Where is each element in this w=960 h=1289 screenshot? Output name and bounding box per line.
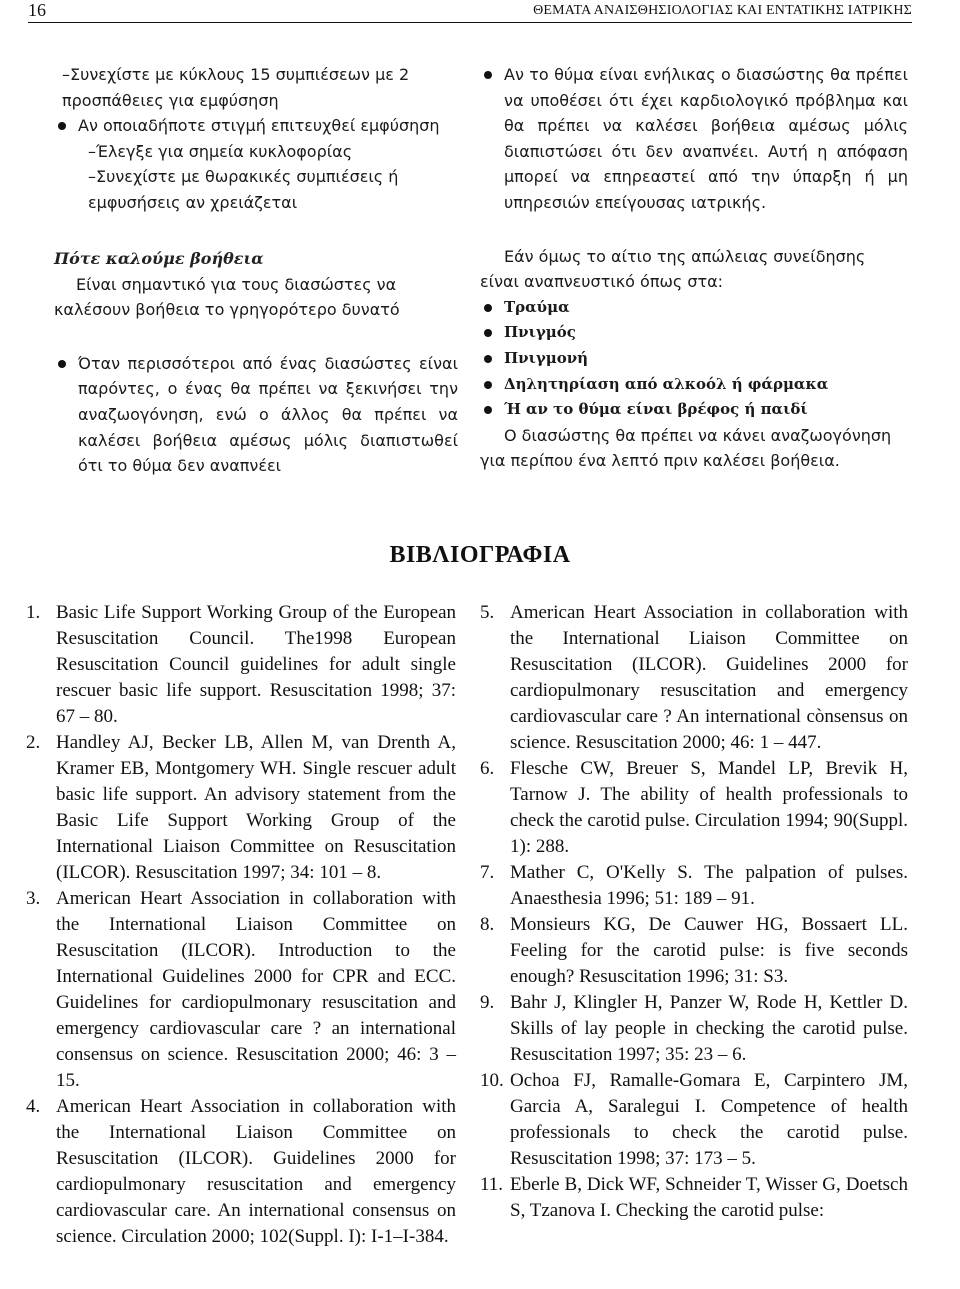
bullet-icon	[484, 71, 492, 79]
reference-number: 10.	[480, 1070, 504, 1091]
reference-number: 11.	[480, 1174, 504, 1195]
bullet-icon	[484, 381, 492, 389]
bullet-icon	[484, 355, 492, 363]
bullet-icon	[484, 406, 492, 414]
section-heading: Πότε καλούμε βοήθεια	[54, 248, 264, 268]
reference-item	[480, 756, 908, 860]
reference-text: Flesche CW, Breuer S, Mandel LP, Brevik H, Tarnow J. The ability of health professionals to check the carotid pulse. Circulation 1994; 90(Suppl. 1): 288.	[510, 758, 908, 857]
intro-bullet-text: Αν οποιαδήποτε στιγμή επιτευχθεί εμφύσηση	[78, 116, 440, 136]
intro-line-1: –Συνεχίστε με κύκλους 15 συμπιέσεων με 2 προσπάθειες για εμφύσηση	[62, 65, 410, 110]
reference-item	[480, 600, 908, 756]
intro-bullet	[54, 113, 458, 139]
reference-text: Monsieurs KG, De Cauwer HG, Bossaert LL. Feeling for the carotid pulse: is five seconds enough? Resuscitation 1996; 31: S3.	[510, 914, 908, 987]
references-right	[480, 600, 908, 1224]
cause-item: Δηλητηρίαση από αλκοόλ ή φάρμακα	[480, 372, 908, 398]
reference-number: 2.	[26, 732, 41, 753]
reference-text: American Heart Association in collaboration with the International Liaison Committee on Resuscitation (ILCOR). Guidelines 2000 for cardiopulmonary resuscitation and emergency cardiovascular care ? An international cònsensus on science. Resuscitation 2000; 46: 1 – 447.	[510, 602, 908, 753]
reference-text: Basic Life Support Working Group of the European Resuscitation Council. The1998 European Resuscitation Council guidelines for adult single rescuer basic life support. Resuscitation 1998; 37: 67 – 80.	[56, 602, 456, 727]
reference-text: Handley AJ, Becker LB, Allen M, van Drenth A, Kramer EB, Montgomery WH. Single rescuer adult basic life support. An advisory statement from the Basic Life Support Working Group of the International Liaison Committee on Resuscitation (ILCOR). Resuscitation 1997; 34: 101 – 8.	[56, 732, 456, 883]
bullet-icon	[484, 329, 492, 337]
running-title: ΘΕΜΑΤΑ ΑΝΑΙΣΘΗΣΙΟΛΟΓΙΑΣ ΚΑΙ ΕΝΤΑΤΙΚΗΣ ΙΑΤΡΙΚΗΣ	[533, 3, 912, 18]
right-paragraph: Εάν όμως το αίτιο της απώλειας συνείδησης είναι αναπνευστικό όπως στα:	[480, 246, 866, 292]
references-left	[26, 600, 456, 1250]
reference-item	[26, 886, 456, 1094]
page-number: 16	[28, 0, 46, 20]
reference-number: 5.	[480, 602, 495, 623]
closing-paragraph: Ο διασώστης θα πρέπει να κάνει αναζωογόνηση για περίπου ένα λεπτό πριν καλέσει βοήθεια.	[480, 425, 892, 471]
reference-text: Bahr J, Klingler H, Panzer W, Rode H, Kettler D. Skills of lay people in checking the carotid pulse. Resuscitation 1997; 35: 23 – 6.	[510, 992, 908, 1065]
reference-number: 7.	[480, 862, 495, 883]
reference-text: American Heart Association in collaboration with the International Liaison Committee on Resuscitation (ILCOR). Introduction to the International Guidelines 2000 for CPR and ECC. Guidelines for cardiopulmonary resuscitation and emergency cardiovascular care ? an international consensus on science. Resuscitation 2000; 46: 3 – 15.	[56, 888, 456, 1091]
cause-item: Πνιγμονή	[480, 346, 908, 372]
cause-item: Ή αν το θύμα είναι βρέφος ή παιδί	[480, 397, 908, 423]
reference-text: American Heart Association in collaboration with the International Liaison Committee on Resuscitation (ILCOR). Guidelines 2000 for cardiopulmonary resuscitation and emergency cardiovascular care. An international consensus on science. Circulation 2000; 102(Suppl. I): I-1–I-384.	[56, 1096, 456, 1247]
cause-item: Πνιγμός	[480, 320, 908, 346]
reference-item	[480, 1068, 908, 1172]
right-bullet	[480, 62, 908, 216]
bullet-icon	[484, 304, 492, 312]
reference-text: Ochoa FJ, Ramalle-Gomara E, Carpintero JM, Garcia A, Saralegui I. Competence of health professionals to check the carotid pulse. Resuscitation 1998; 37: 173 – 5.	[510, 1070, 908, 1169]
bibliography-title: ΒΙΒΛΙΟΓΡΑΦΙΑ	[389, 542, 571, 568]
reference-number: 3.	[26, 888, 41, 909]
reference-number: 9.	[480, 992, 495, 1013]
left-bullet-text: Όταν περισσότεροι από ένας διασώστες είναι παρόντες, ο ένας θα πρέπει να ξεκινήσει την αναζωογόνηση, ενώ ο άλλος θα πρέπει να καλέσει βοήθεια αμέσως μόλις διαπιστωθεί ότι το θύμα δεν αναπνέει	[78, 353, 458, 476]
intro-line-3: –Συνεχίστε με θωρακικές συμπιέσεις ή εμφυσήσεις αν χρειάζεται	[88, 167, 399, 212]
right-bullet-text: Αν το θύμα είναι ενήλικας ο διασώστης θα πρέπει να υποθέσει ότι έχει καρδιολογικό πρόβλημα και θα πρέπει να καλέσει βοήθεια αμέσως μόλις διαπιστώσει ότι δεν αναπνέει. Αυτή η απόφαση μπορεί να επηρεαστεί από την ύπαρξη ή μη υπηρεσιών επείγουσας ιατρικής.	[504, 65, 908, 212]
intro-line-2: –Έλεγξε για σημεία κυκλοφορίας	[88, 141, 353, 161]
reference-number: 1.	[26, 602, 41, 623]
reference-text: Eberle B, Dick WF, Schneider T, Wisser G, Doetsch S, Tzanova I. Checking the carotid pulse:	[510, 1174, 908, 1221]
bullet-icon	[58, 122, 66, 130]
reference-item	[26, 730, 456, 886]
reference-number: 6.	[480, 758, 495, 779]
reference-item	[480, 860, 908, 912]
bullet-icon	[58, 360, 66, 368]
reference-item	[26, 600, 456, 730]
left-column	[54, 62, 458, 479]
page-header	[28, 0, 912, 23]
left-paragraph: Είναι σημαντικό για τους διασώστες να καλέσουν βοήθεια το γρηγορότερο δυνατό	[54, 274, 400, 320]
reference-item	[480, 1172, 908, 1224]
reference-number: 8.	[480, 914, 495, 935]
cause-item: Τραύμα	[480, 295, 908, 321]
reference-number: 4.	[26, 1096, 41, 1117]
right-column	[480, 62, 908, 474]
reference-item	[26, 1094, 456, 1250]
reference-text: Mather C, O'Kelly S. The palpation of pulses. Anaesthesia 1996; 51: 189 – 91.	[510, 862, 908, 909]
reference-item	[480, 912, 908, 990]
left-bullet	[54, 351, 458, 479]
reference-item	[480, 990, 908, 1068]
